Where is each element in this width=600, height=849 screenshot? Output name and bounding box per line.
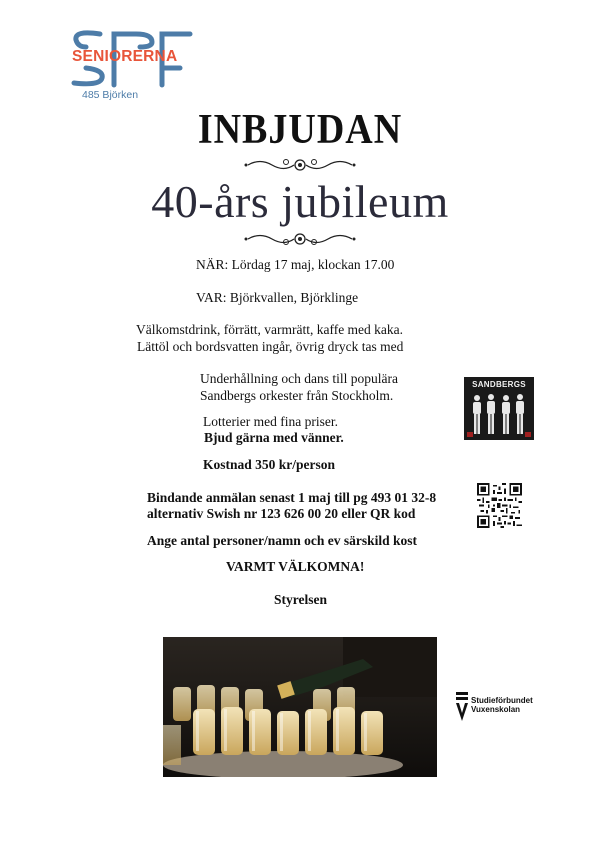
where-text: VAR: Björkvallen, Björklinge <box>196 290 359 305</box>
menu-line-1: Välkomstdrink, förrätt, varmrätt, kaffe med kaka. <box>136 322 404 337</box>
sponsor-line-1: Studieförbundet <box>471 696 533 705</box>
entertainment-line-2: Sandbergs orkester från Stockholm. <box>200 388 394 403</box>
registration-line-1: Bindande anmälan senast 1 maj till pg 493 01 32-8 <box>147 490 437 505</box>
brand-name: SENIORERNA <box>72 48 178 65</box>
ornament-divider-bottom <box>240 230 360 248</box>
band-photo <box>464 377 534 440</box>
registration-line-2: alternativ Swish nr 123 626 00 20 eller QR kod <box>147 506 416 521</box>
invitation-title: INBJUDAN <box>197 106 403 154</box>
band-photo-label: SANDBERGS <box>472 380 526 389</box>
lottery-text: Lotterier med fina priser. <box>203 414 338 429</box>
vuxenskolan-mark-icon <box>455 692 469 722</box>
swish-qr-code <box>477 483 522 528</box>
entertainment-line-1: Underhållning och dans till populära <box>200 371 398 386</box>
branch-name: 485 Björken <box>82 89 139 101</box>
vuxenskolan-text <box>471 696 533 714</box>
ornament-divider-top <box>240 156 360 174</box>
champagne-photo <box>163 637 437 777</box>
jubilee-subtitle: 40-års jubileum <box>151 176 449 227</box>
count-note: Ange antal personer/namn och ev särskild kost <box>147 533 418 548</box>
cost-text: Kostnad 350 kr/person <box>203 457 336 472</box>
when-text: NÄR: Lördag 17 maj, klockan 17.00 <box>196 257 395 272</box>
welcome-text: VARMT VÄLKOMNA! <box>226 559 365 574</box>
sponsor-line-2: Vuxenskolan <box>471 705 521 714</box>
signature-text: Styrelsen <box>274 592 327 607</box>
friends-text: Bjud gärna med vänner. <box>204 430 344 445</box>
menu-line-2: Lättöl och bordsvatten ingår, övrig dryck tas med <box>137 339 404 354</box>
spf-logo <box>70 28 195 103</box>
vuxenskolan-logo <box>455 690 555 724</box>
